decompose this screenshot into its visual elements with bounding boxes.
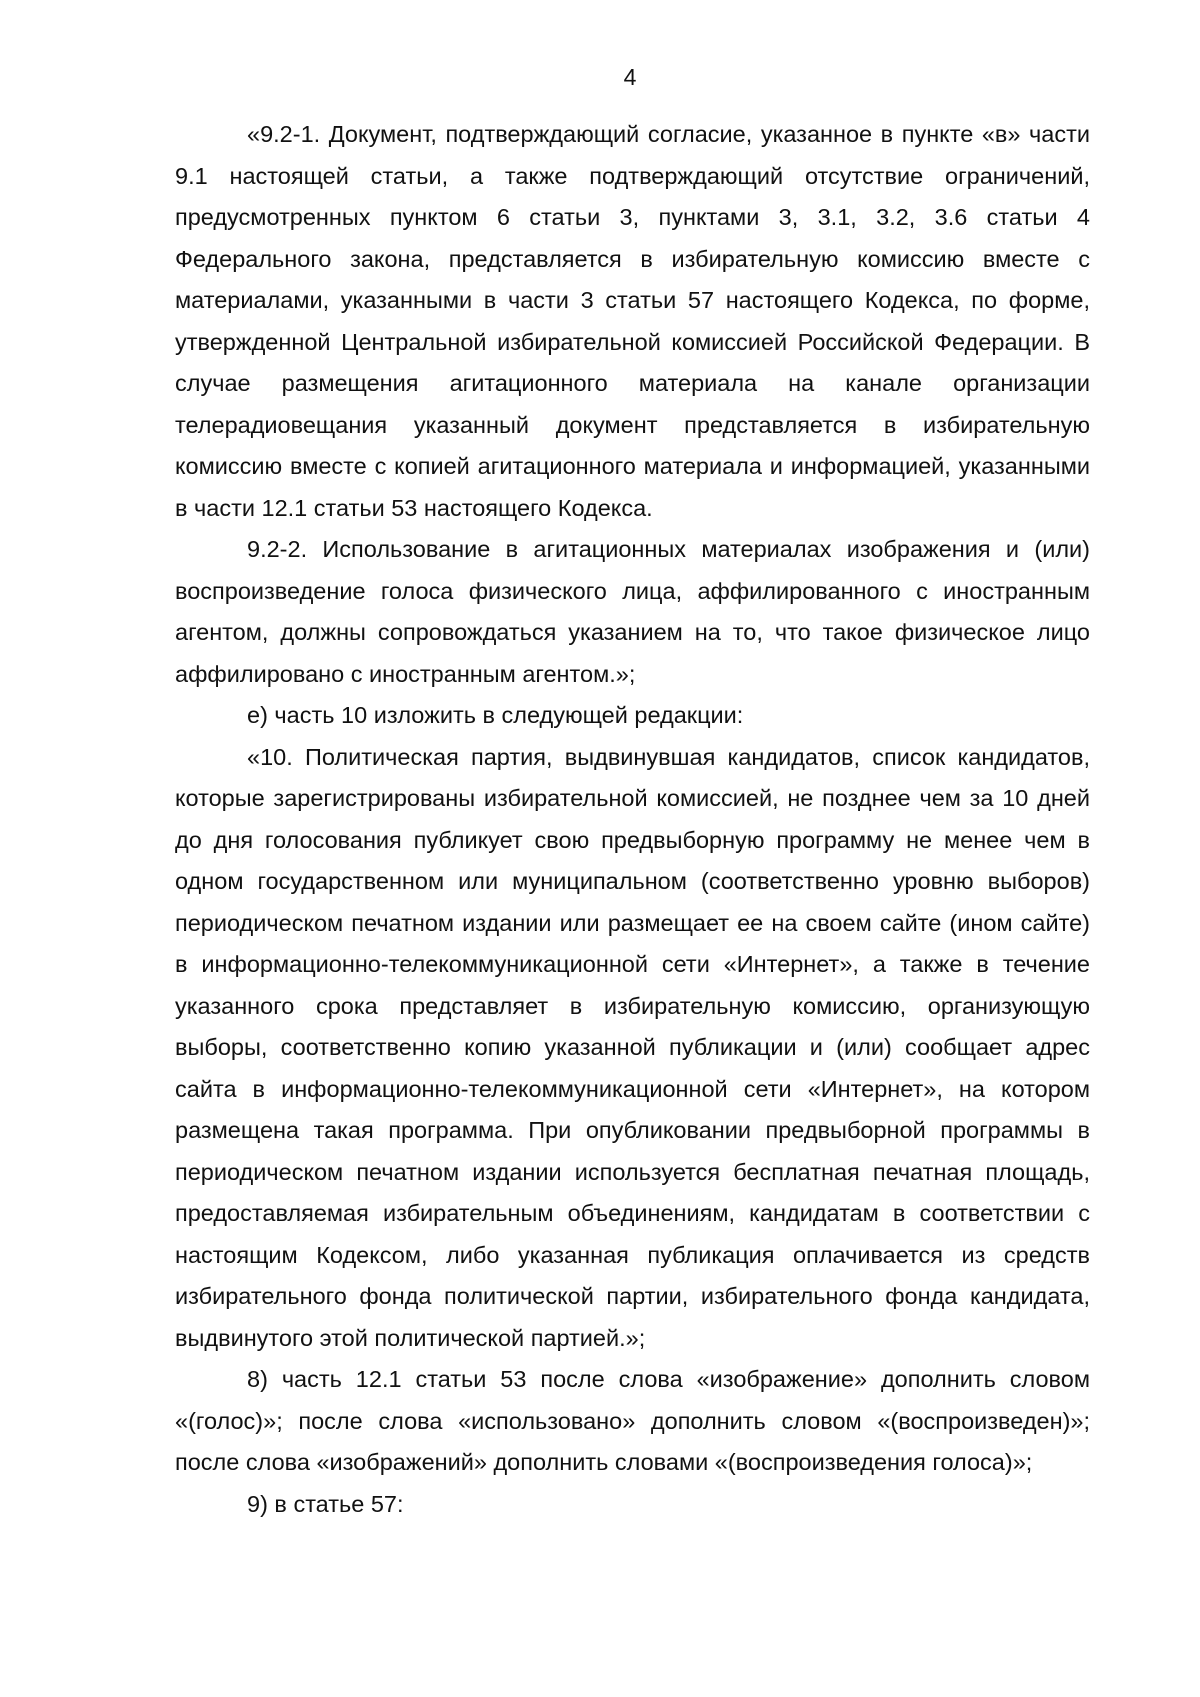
paragraph-9-2-2: 9.2-2. Использование в агитационных материалах изображения и (или) воспроизведение голоса физического лица, аффилированного с иностранным агентом, должны сопровождаться указанием на то, что такое физическое лицо аффилировано с иностранным агентом.»; xyxy=(175,536,1090,687)
document-body xyxy=(175,114,1090,1525)
paragraph-item-8: 8) часть 12.1 статьи 53 после слова «изображение» дополнить словом «(голос)»; после слова «использовано» дополнить словом «(воспроизведен)»; после слова «изображений» дополнить словами «(воспроизведения голоса)»; xyxy=(175,1366,1090,1475)
paragraph-e-part-10: е) часть 10 изложить в следующей редакции: xyxy=(247,702,744,728)
paragraph-10: «10. Политическая партия, выдвинувшая кандидатов, список кандидатов, которые зарегистрированы избирательной комиссией, не позднее чем за 10 дней до дня голосования публикует свою предвыборную программу не менее чем в одном государственном или муниципальном (соответственно уровню выборов) периодическом печатном издании или размещает ее на своем сайте (ином сайте) в информационно-телекоммуникационной сети «Интернет», а также в течение указанного срока представляет в избирательную комиссию, организующую выборы, соответственно копию указанной публикации и (или) сообщает адрес сайта в информационно-телекоммуникационной сети «Интернет», на котором размещена такая программа. При опубликовании предвыборной программы в периодическом печатном издании используется бесплатная печатная площадь, предоставляемая избирательным объединениям, кандидатам в соответствии с настоящим Кодексом, либо указанная публикация оплачивается из средств избирательного фонда политической партии, избирательного фонда кандидата, выдвинутого этой политической партией.»; xyxy=(175,743,1090,1351)
page-number: 4 xyxy=(623,64,637,90)
paragraph-item-9: 9) в статье 57: xyxy=(247,1490,404,1517)
paragraph-9-2-1: «9.2-1. Документ, подтверждающий согласие, указанное в пункте «в» части 9.1 настоящей статьи, а также подтверждающий отсутствие ограничений, предусмотренных пунктом 6 статьи 3, пунктами 3, 3.1, 3.2, 3.6 статьи 4 Федерального закона, представляется в избирательную комиссию вместе с материалами, указанными в части 3 статьи 57 настоящего Кодекса, по форме, утвержденной Центральной избирательной комиссией Российской Федерации. В случае размещения агитационного материала на канале организации телерадиовещания указанный документ представляется в избирательную комиссию вместе с копией агитационного материала и информацией, указанными в части 12.1 статьи 53 настоящего Кодекса. xyxy=(175,121,1090,521)
